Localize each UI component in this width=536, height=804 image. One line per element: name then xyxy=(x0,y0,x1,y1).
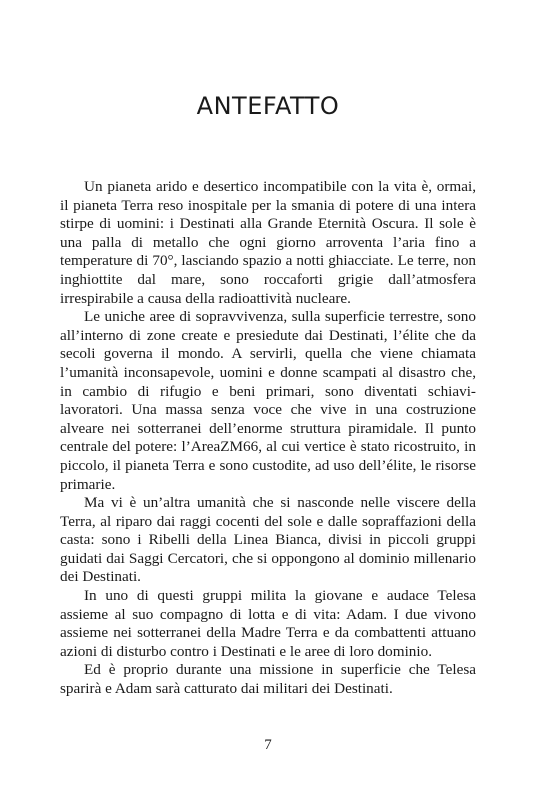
page-number: 7 xyxy=(264,737,272,753)
paragraph-2: Le uniche aree di sopravvivenza, sulla superficie terrestre, sono all’interno di zone create e presiedute dai Destinati, l’élite che da secoli governa il mondo. A servirli, quella che viene chiamata l’umanità inconsapevole, uomini e donne scampati al disastro che, in cambio di rifugio e beni primari, sono diventati schiavi-lavoratori. Una massa senza voce che vive in una costruzione alveare nei sotterranei dell’enorme struttura piramidale. Il punto centrale del potere: l’AreaZM66, al cui vertice è stato ricostruito, in piccolo, il pianeta Terra e sono custodite, ad uso dell’élite, le risorse primarie. xyxy=(60,308,476,493)
body-text xyxy=(60,178,476,699)
chapter-title: ANTEFATTO xyxy=(196,92,340,120)
paragraph-4: In uno di questi gruppi milita la giovane e audace Telesa assieme al suo compagno di lotta e di vita: Adam. I due vivono assieme nei sotterranei della Madre Terra e da combattenti attuano azioni di disturbo contro i Destinati e le aree di loro dominio. xyxy=(60,587,476,660)
paragraph-5: Ed è proprio durante una missione in superficie che Telesa sparirà e Adam sarà catturato dai militari dei Destinati. xyxy=(60,661,476,698)
paragraph-1: Un pianeta arido e desertico incompatibile con la vita è, ormai, il pianeta Terra reso inospitale per la smania di potere di una intera stirpe di uomini: i Destinati alla Grande Eternità Oscura. Il sole è una palla di metallo che ogni giorno arroventa l’aria fino a temperature di 70°, lasciando spazio a notti ghiacciate. Le terre, non inghiottite dal mare, sono roccaforti grigie dall’atmosfera irrespirabile a causa della radioattività nucleare. xyxy=(60,178,476,307)
paragraph-3: Ma vi è un’altra umanità che si nasconde nelle viscere della Terra, al riparo dai raggi cocenti del sole e dalle sopraffazioni della casta: sono i Ribelli della Linea Bianca, divisi in piccoli gruppi guidati dai Saggi Cercatori, che si oppongono al dominio millenario dei Destinati. xyxy=(60,494,476,586)
